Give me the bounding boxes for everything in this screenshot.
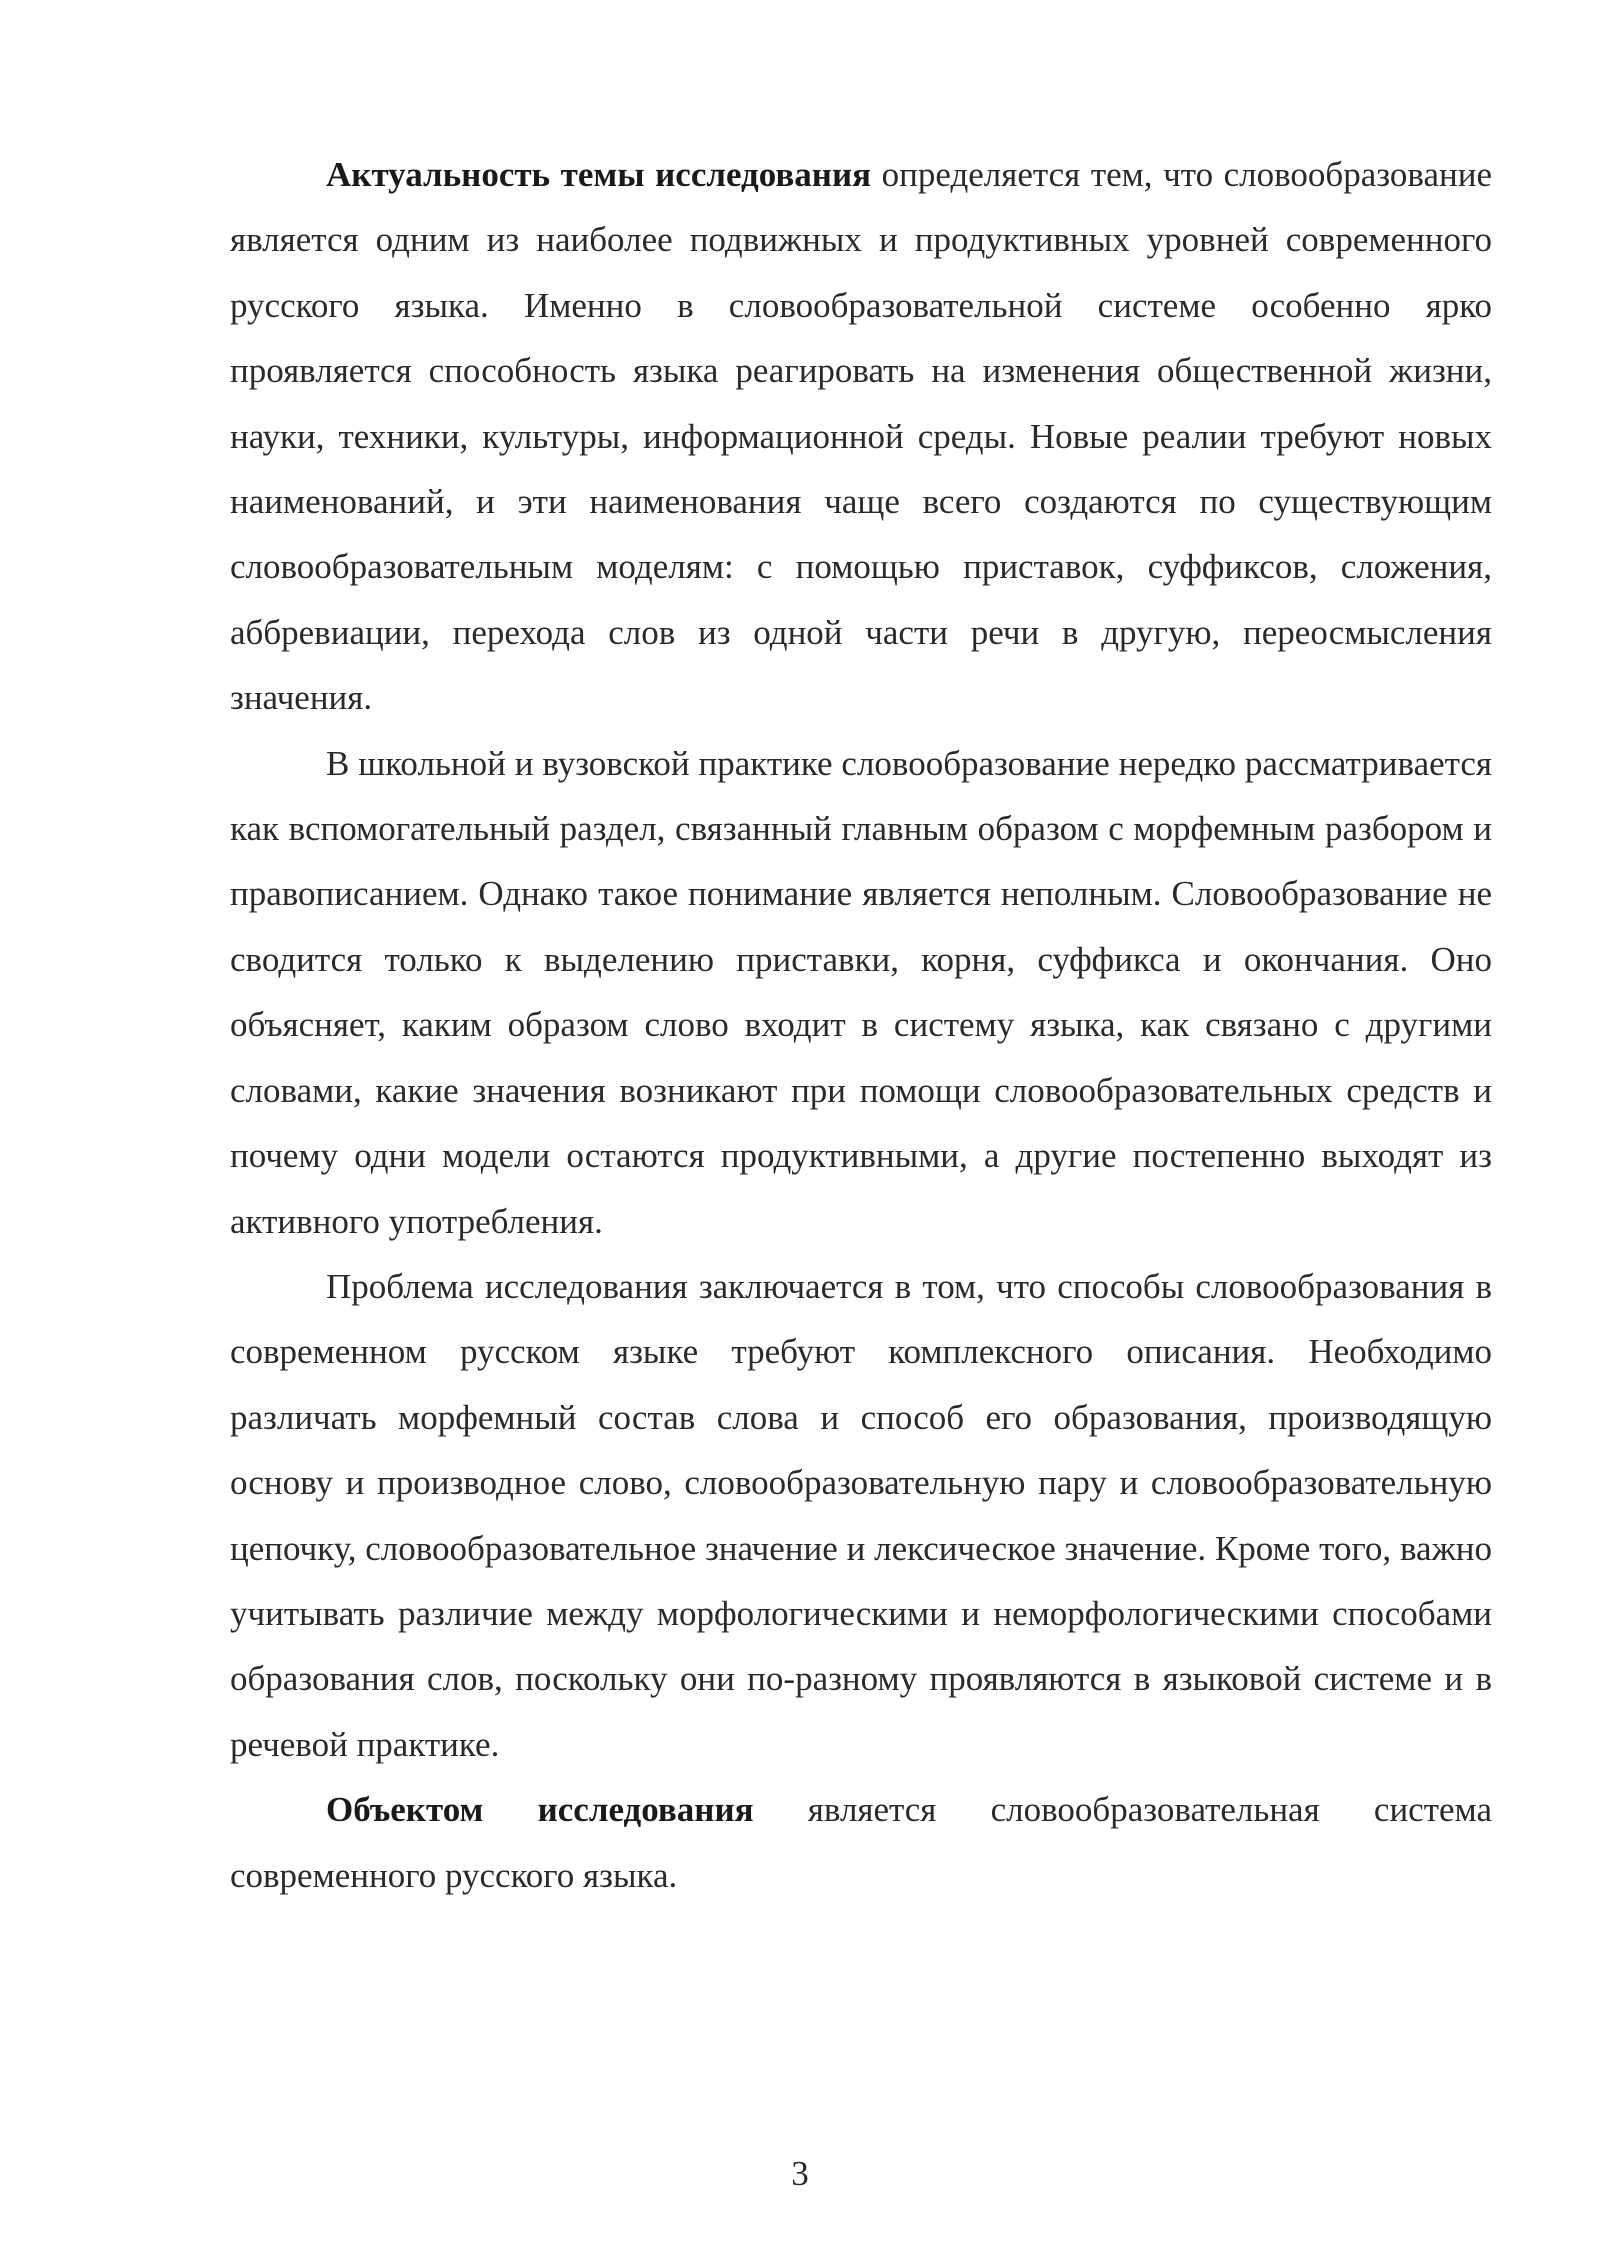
- relevance-text: определяется тем, что словообразование является одним из наиболее подвижных и продуктивных уровней современного русского языка. Именно в словообразовательной системе особенно ярко проявляется способность языка реагировать на изменения общественной жизни, науки, техники, культуры, информационной среды. Новые реалии требуют новых наименований, и эти наименования чаще всего создаются по существующим словообразовательным моделям: с помощью приставок, суффиксов, сложения, аббревиации, перехода слов из одной части речи в другую, переосмысления значения.: [230, 155, 1492, 718]
- body-text: [230, 142, 1492, 1908]
- object-text: является словообразовательная система современного русского языка.: [230, 1790, 1492, 1895]
- practice-text: В школьной и вузовской практике словообразование нередко рассматривается как вспомогательный раздел, связанный главным образом с морфемным разбором и правописанием. Однако такое понимание является неполным. Словообразование не сводится только к выделению приставки, корня, суффикса и окончания. Оно объясняет, каким образом слово входит в систему языка, как связано с другими словами, какие значения возникают при помощи словообразовательных средств и почему одни модели остаются продуктивными, а другие постепенно выходят из активного употребления.: [230, 743, 1492, 1241]
- paragraph-relevance: [230, 142, 1492, 731]
- object-heading: Объектом исследования: [326, 1790, 754, 1830]
- paragraph-problem: [230, 1254, 1492, 1777]
- page-number: 3: [791, 2154, 809, 2193]
- relevance-heading: Актуальность темы исследования: [326, 155, 872, 194]
- paragraph-object: [230, 1777, 1492, 1908]
- problem-text: Проблема исследования заключается в том, что способы словообразования в современном русском языке требуют комплексного описания. Необходимо различать морфемный состав слова и способ его образования, производящую основу и производное слово, словообразовательную пару и словообразовательную цепочку, словообразовательное значение и лексическое значение. Кроме того, важно учитывать различие между морфологическими и неморфологическими способами образования слов, поскольку они по-разному проявляются в языковой системе и в речевой практике.: [230, 1266, 1492, 1764]
- paragraph-practice: [230, 731, 1492, 1254]
